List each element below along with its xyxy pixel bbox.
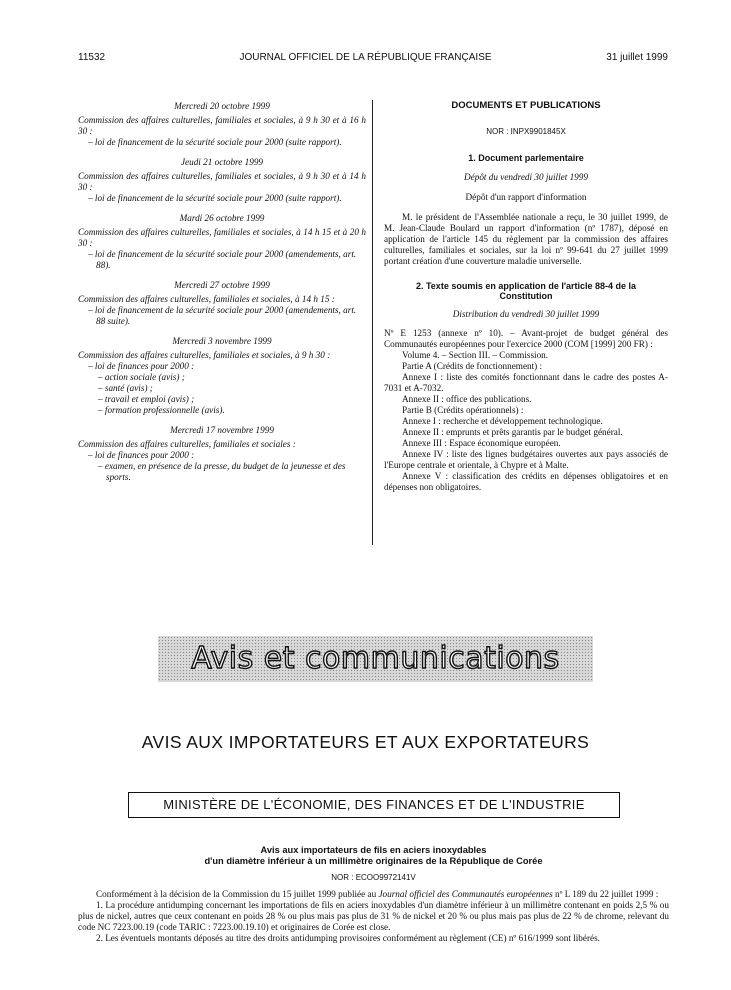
notice-intro [78, 889, 669, 900]
agenda-commission: Commission des affaires culturelles, familiales et sociales, à 14 h 15 : [78, 294, 335, 304]
section-title: DOCUMENTS ET PUBLICATIONS [451, 100, 601, 111]
documents-column [384, 100, 668, 493]
part2-title: 2. Texte soumis en application de l'article 88-4 de la Constitution [415, 281, 637, 301]
agenda-subitem: – formation professionnelle (avis). [98, 405, 225, 415]
agenda-subitem: – travail et emploi (avis) ; [98, 394, 195, 404]
agenda-item: – loi de finances pour 2000 : [88, 361, 195, 371]
main-title: AVIS AUX IMPORTATEURS ET AUX EXPORTATEURS [141, 732, 590, 752]
annex-line: Volume 4. – Section III. – Commission. [402, 350, 549, 360]
notice-nor: NOR : ECOO9972141V [331, 873, 416, 882]
ministry-name: MINISTÈRE DE L'ÉCONOMIE, DES FINANCES ET DE L'INDUSTRIE [163, 797, 585, 812]
notice-paragraph: 2. Les éventuels montants déposés au titre des droits antidumping provisoires conformément au règlement (CE) nº 616/1999 sont libérés. [96, 933, 600, 943]
notice [78, 845, 669, 944]
notice-title-line2: d'un diamètre inférieur à un millimètre originaires de la République de Corée [204, 855, 543, 866]
annex-line: Annexe III : Espace économique européen. [402, 438, 561, 448]
issue-date: 31 juillet 1999 [606, 52, 668, 63]
annex-line: Annexe II : emprunts et prêts garantis par le budget général. [402, 427, 623, 437]
agenda-day: Mercredi 3 novembre 1999 [172, 336, 272, 346]
agenda-item: – loi de finances pour 2000 : [88, 450, 195, 460]
agenda-day: Jeudi 21 octobre 1999 [180, 157, 264, 167]
agenda-block [78, 101, 366, 148]
part2-intro: Nº E 1253 (annexe nº 10). – Avant-projet de budget général des Communautés européennes pour l'exercice 2000 (COM [1999] 200 FR) : [384, 328, 668, 349]
agenda-item: – loi de financement de la sécurité sociale pour 2000 (amendements, art. 88). [88, 249, 357, 270]
agenda-subitem: – santé (avis) ; [98, 383, 153, 393]
part1-title: 1. Document parlementaire [468, 153, 584, 163]
annex-line: Annexe I : recherche et développement technologique. [402, 416, 603, 426]
page-number: 11532 [78, 52, 106, 63]
part1-subtitle: Dépôt d'un rapport d'information [465, 192, 587, 202]
annex-list [384, 350, 668, 493]
agenda-day: Mercredi 20 octobre 1999 [174, 101, 270, 111]
agenda-block [78, 213, 366, 271]
notice-journal-name: Journal officiel des Communautés européennes [378, 889, 553, 899]
annex-line: Partie B (Crédits opérationnels) : [402, 405, 524, 415]
part2-date: Distribution du vendredi 30 juillet 1999 [452, 309, 600, 319]
part1-text: M. le président de l'Assemblée nationale a reçu, le 30 juillet 1999, de M. Jean-Claude Boulard un rapport d'information (nº 1787), déposé en application de l'article 145 du règlement par la commission des affaires culturelles, familiales et sociales, sur la loi nº 99-641 du 27 juillet 1999 portant création d'une couverture maladie universelle. [384, 212, 668, 266]
agenda-list [78, 101, 366, 483]
annex-line: Annexe I : liste des comités fonctionnant dans le cadre des postes A-7031 et A-7032. [384, 372, 668, 393]
agenda-day: Mardi 26 octobre 1999 [179, 213, 265, 223]
agenda-commission: Commission des affaires culturelles, familiales et sociales, à 9 h 30 et à 16 h 30 : [78, 115, 366, 136]
notice-intro-text: Conformément à la décision de la Commission du 15 juillet 1999 publiée au [96, 889, 379, 899]
notice-title-line1: Avis aux importateurs de fils en aciers inoxydables [260, 845, 487, 855]
agenda-commission: Commission des affaires culturelles, familiales et sociales, à 14 h 15 et à 20 h 30 : [78, 227, 366, 248]
agenda-commission: Commission des affaires culturelles, familiales et sociales : [78, 439, 296, 449]
banner-text: Avis et communications [191, 641, 560, 676]
agenda-item: – loi de financement de la sécurité sociale pour 2000 (amendements, art. 88 suite). [88, 305, 357, 326]
agenda-commission: Commission des affaires culturelles, familiales et sociales, à 9 h 30 : [78, 350, 331, 360]
notice-paragraphs [78, 900, 669, 944]
column-divider [372, 100, 373, 545]
part1-date: Dépôt du vendredi 30 juillet 1999 [464, 172, 588, 182]
agenda-subitem: – examen, en présence de la presse, du budget de la jeunesse et des sports. [98, 461, 346, 482]
notice-paragraph: 1. La procédure antidumping concernant les importations de fils en aciers inoxydables d'un diamètre inférieur à un millimètre contenant en poids 2,5 % ou plus de nickel, autres que ceux contenant en poids 28 % ou plus mais pas plus de 31 % de nickel et 20 % ou plus mais pas plus de 22 % de chrome, relevant du code NC 7223.00.19 (code TARIC : 7223.00.19.10) et originaires de Corée est close. [78, 900, 669, 932]
agenda-column [78, 101, 366, 492]
agenda-block [78, 280, 366, 327]
nor-reference: NOR : INPX9901845X [486, 127, 566, 136]
agenda-commission: Commission des affaires culturelles, familiales et sociales, à 9 h 30 et à 14 h 30 : [78, 171, 366, 192]
agenda-day: Mercredi 17 novembre 1999 [170, 425, 274, 435]
agenda-subitem: – action sociale (avis) ; [98, 372, 185, 382]
agenda-block [78, 425, 366, 483]
journal-title: JOURNAL OFFICIEL DE LA RÉPUBLIQUE FRANÇAISE [239, 52, 492, 63]
annex-line: Annexe V : classification des crédits en dépenses obligatoires et en dépenses non obligatoires. [384, 471, 668, 492]
agenda-item: – loi de financement de la sécurité sociale pour 2000 (suite rapport). [88, 137, 342, 147]
annex-line: Annexe IV : liste des lignes budgétaires ouvertes aux pays associés de l'Europe centrale et orientale, à Chypre et à Malte. [384, 449, 668, 470]
section-banner [158, 636, 593, 682]
annex-line: Annexe II : office des publications. [402, 394, 532, 404]
agenda-day: Mercredi 27 octobre 1999 [174, 280, 270, 290]
agenda-block [78, 157, 366, 204]
notice-intro-end: nº L 189 du 22 juillet 1999 : [552, 889, 659, 899]
annex-line: Partie A (Crédits de fonctionnement) : [402, 361, 543, 371]
agenda-block [78, 336, 366, 416]
agenda-item: – loi de financement de la sécurité sociale pour 2000 (suite rapport). [88, 193, 342, 203]
ministry-box [128, 792, 620, 818]
